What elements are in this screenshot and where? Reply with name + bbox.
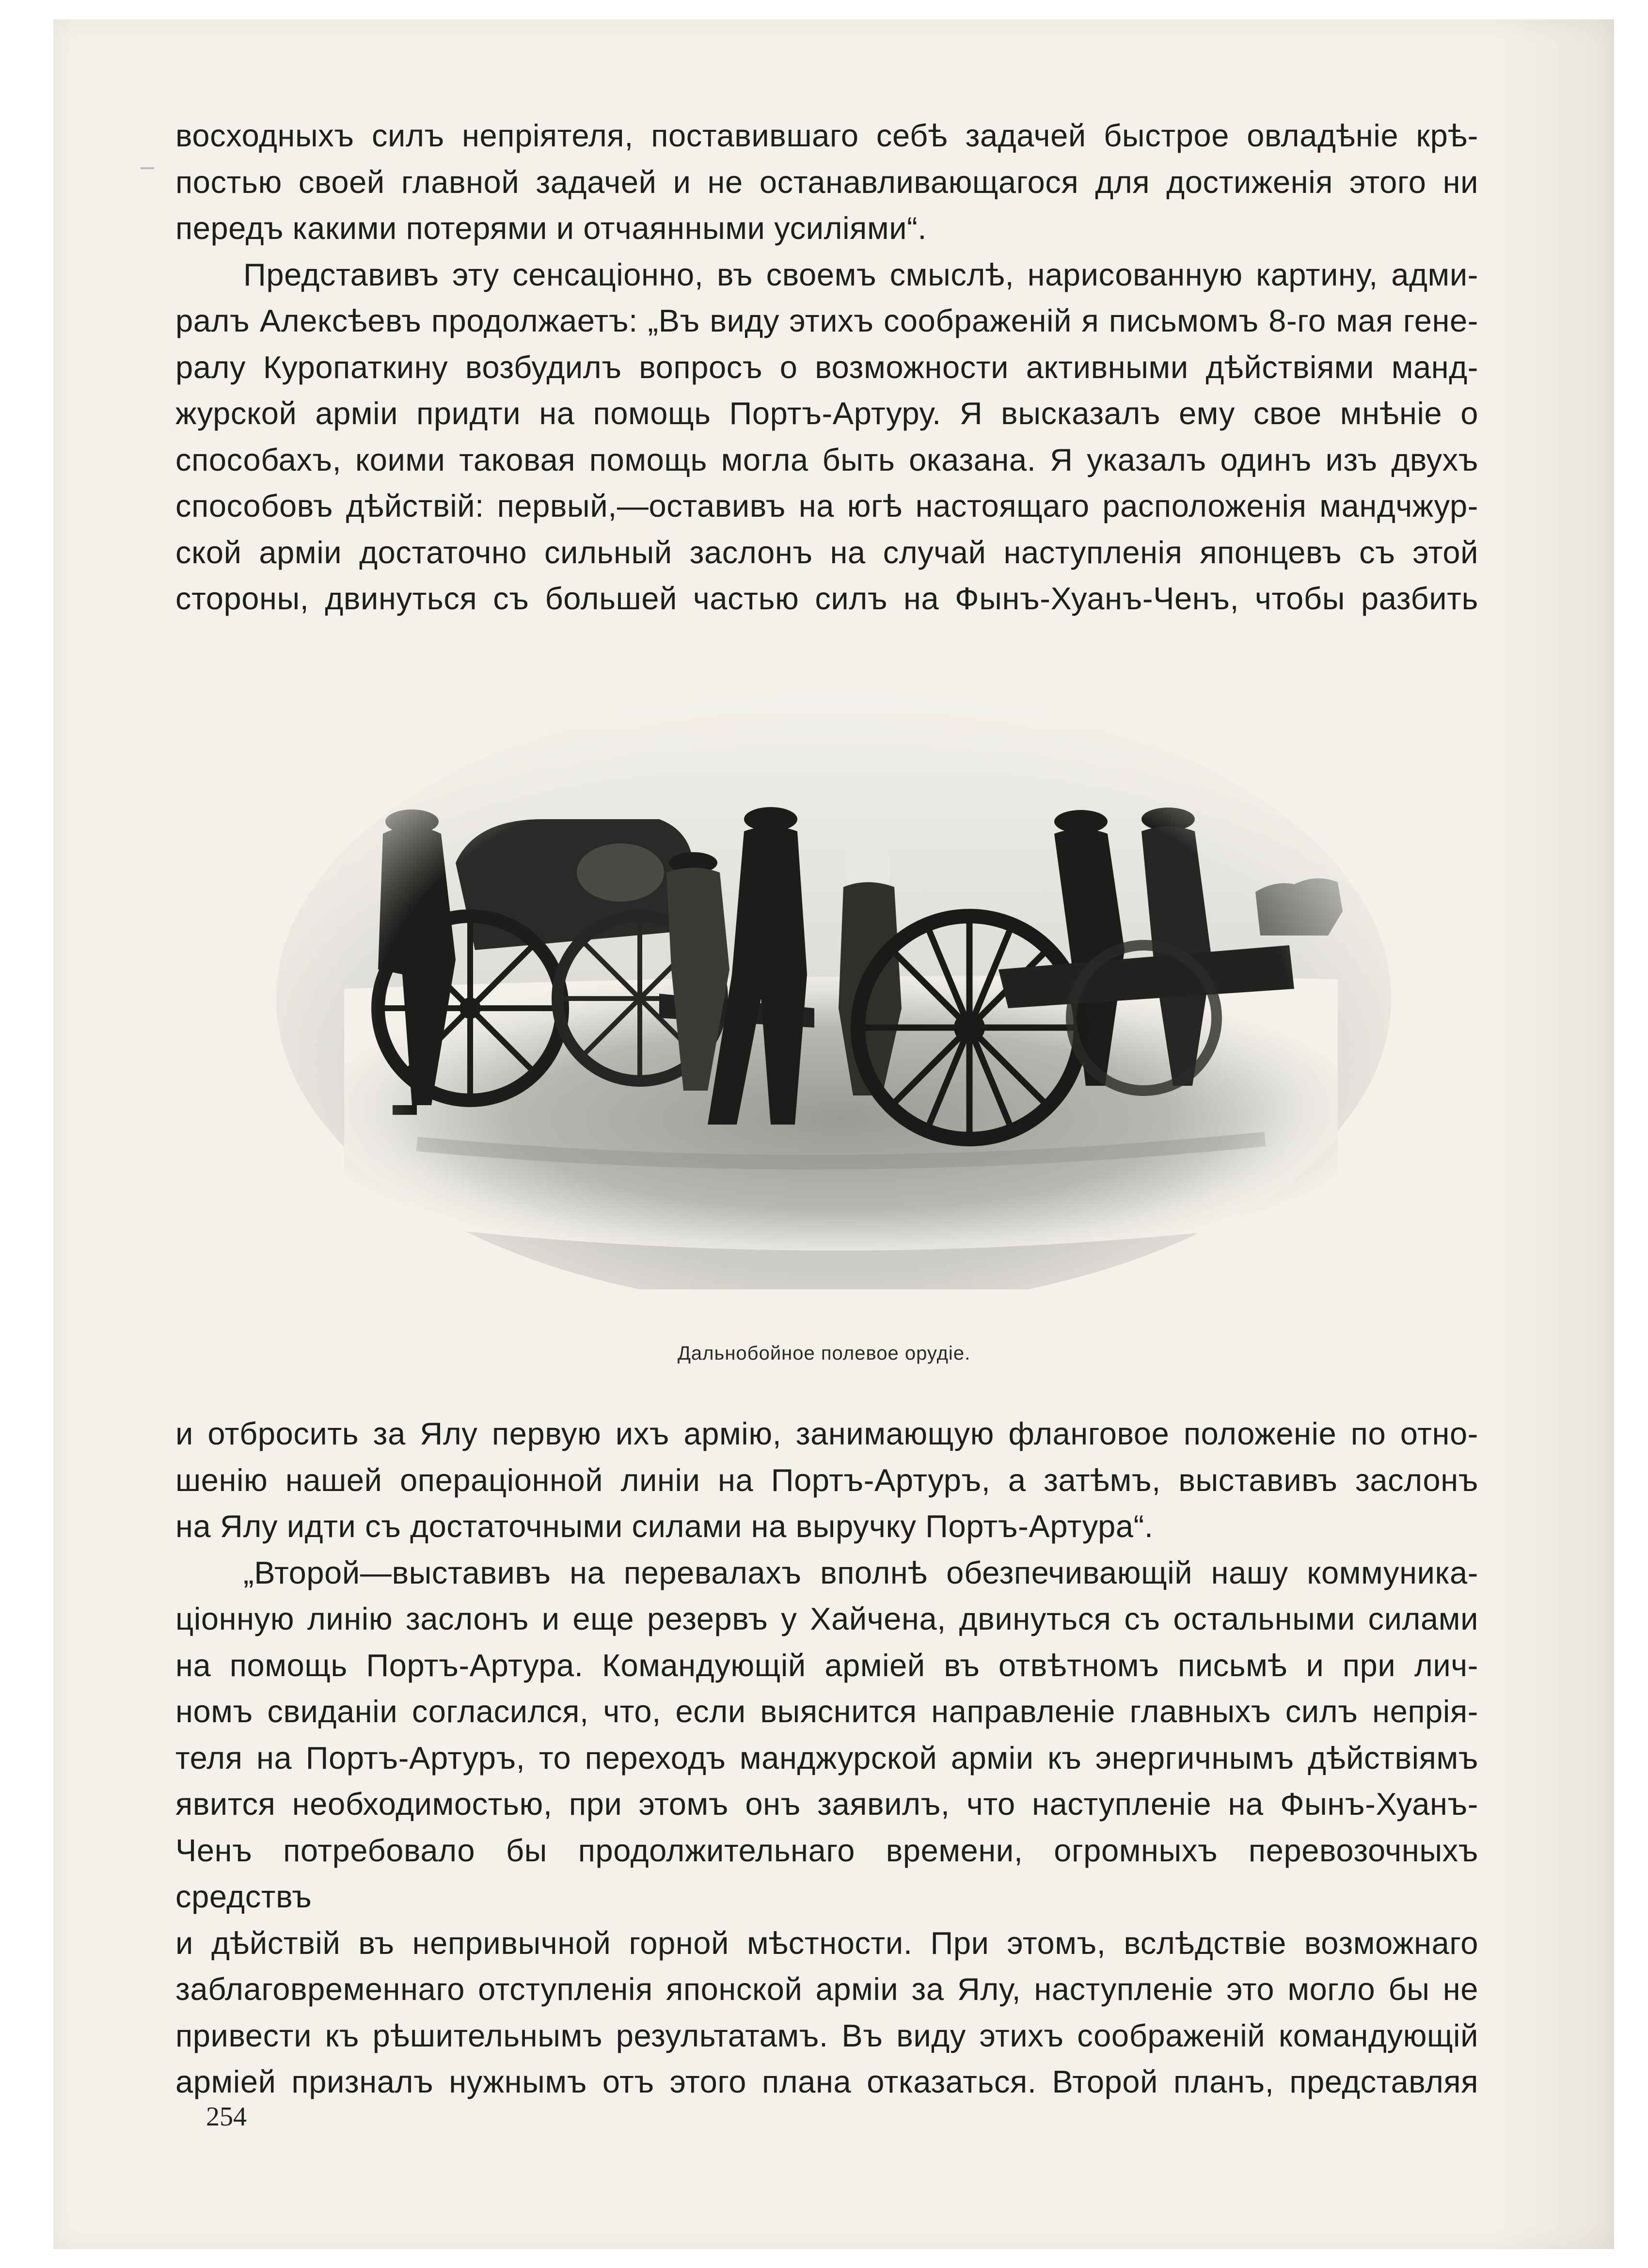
text-line: заблаговременнаго отступленія японской арміи за Ялу, наступленіе это могло бы не [175, 1971, 1478, 2007]
text-line: Ченъ потребовало бы продолжительнаго времени, огромныхъ перевозочныхъ средствъ [175, 1832, 1478, 1914]
text-line: теля на Портъ-Артуръ, то переходъ манджурской арміи къ энергичнымъ дѣйствіямъ [175, 1740, 1478, 1776]
text-line: ціонную линію заслонъ и еще резервъ у Хайчена, двинуться съ остальными силами [175, 1601, 1478, 1636]
text-line: ралу Куропаткину возбудилъ вопросъ о возможности активными дѣйствіями манд- [175, 349, 1478, 385]
field-gun-photo [271, 659, 1396, 1289]
text-line: способахъ, коими таковая помощь могла быть оказана. Я указалъ одинъ изъ двухъ [175, 442, 1478, 477]
bottom-text-block [175, 1411, 1478, 2105]
paragraph-continued [175, 112, 1478, 252]
text-line: журской арміи придти на помощь Портъ-Артуру. Я высказалъ ему свое мнѣніе о [175, 396, 1478, 431]
paragraph [175, 1550, 1478, 2105]
photo-illustration [271, 659, 1396, 1289]
margin-mark [141, 167, 154, 169]
text-line: арміей призналъ нужнымъ отъ этого плана отказаться. Второй планъ, представляя [175, 2064, 1478, 2099]
paragraph [175, 252, 1478, 622]
text-line: на помощь Портъ-Артура. Командующій арміей въ отвѣтномъ письмѣ и при лич- [175, 1647, 1478, 1683]
text-line: стороны, двинуться съ большей частью силъ на Фынъ-Хуанъ-Ченъ, чтобы разбить [175, 581, 1478, 616]
text-line: явится необходимостью, при этомъ онъ заявилъ, что наступленіе на Фынъ-Хуанъ- [175, 1786, 1478, 1822]
text-line: постью своей главной задачей и не останавливающагося для достиженія этого ни [175, 164, 1478, 200]
text-line: Представивъ эту сенсаціонно, въ своемъ смыслѣ, нарисованную картину, адми- [243, 256, 1478, 292]
text-line: и отбросить за Ялу первую ихъ армію, занимающую фланговое положеніе по отно- [175, 1416, 1478, 1451]
text-line: способовъ дѣйствій: первый,—оставивъ на югѣ настоящаго расположенія мандчжур- [175, 488, 1478, 523]
text-line: номъ свиданіи согласился, что, если выяснится направленіе главныхъ силъ непрія- [175, 1694, 1478, 1729]
text-line: „Второй—выставивъ на перевалахъ вполнѣ обезпечивающій нашу коммуника- [243, 1554, 1478, 1590]
text-line: восходныхъ силъ непріятеля, поставившаго себѣ задачей быстрое овладѣніе крѣ- [175, 118, 1478, 153]
text-line: передъ какими потерями и отчаянными усиліями“. [175, 210, 927, 246]
top-text-block [175, 112, 1478, 622]
page-number: 254 [206, 2102, 247, 2132]
text-line: ралъ Алексѣевъ продолжаетъ: „Въ виду этихъ соображеній я письмомъ 8-го мая гене- [175, 303, 1478, 338]
paragraph-continued [175, 1411, 1478, 1550]
text-line: ской арміи достаточно сильный заслонъ на случай наступленія японцевъ съ этой [175, 534, 1478, 570]
page-gutter-shadow [1488, 19, 1614, 2249]
text-line: на Ялу идти съ достаточными силами на выручку Портъ-Артура“. [175, 1508, 1154, 1544]
figure-caption: Дальнобойное полевое орудіе. [677, 1343, 971, 1364]
text-line: привести къ рѣшительнымъ результатамъ. Въ виду этихъ соображеній командующій [175, 2017, 1478, 2053]
text-line: шенію нашей операціонной линіи на Портъ-Артуръ, а затѣмъ, выставивъ заслонъ [175, 1462, 1478, 1498]
text-line: и дѣйствій въ непривычной горной мѣстности. При этомъ, вслѣдствіе возможнаго [175, 1925, 1478, 1961]
